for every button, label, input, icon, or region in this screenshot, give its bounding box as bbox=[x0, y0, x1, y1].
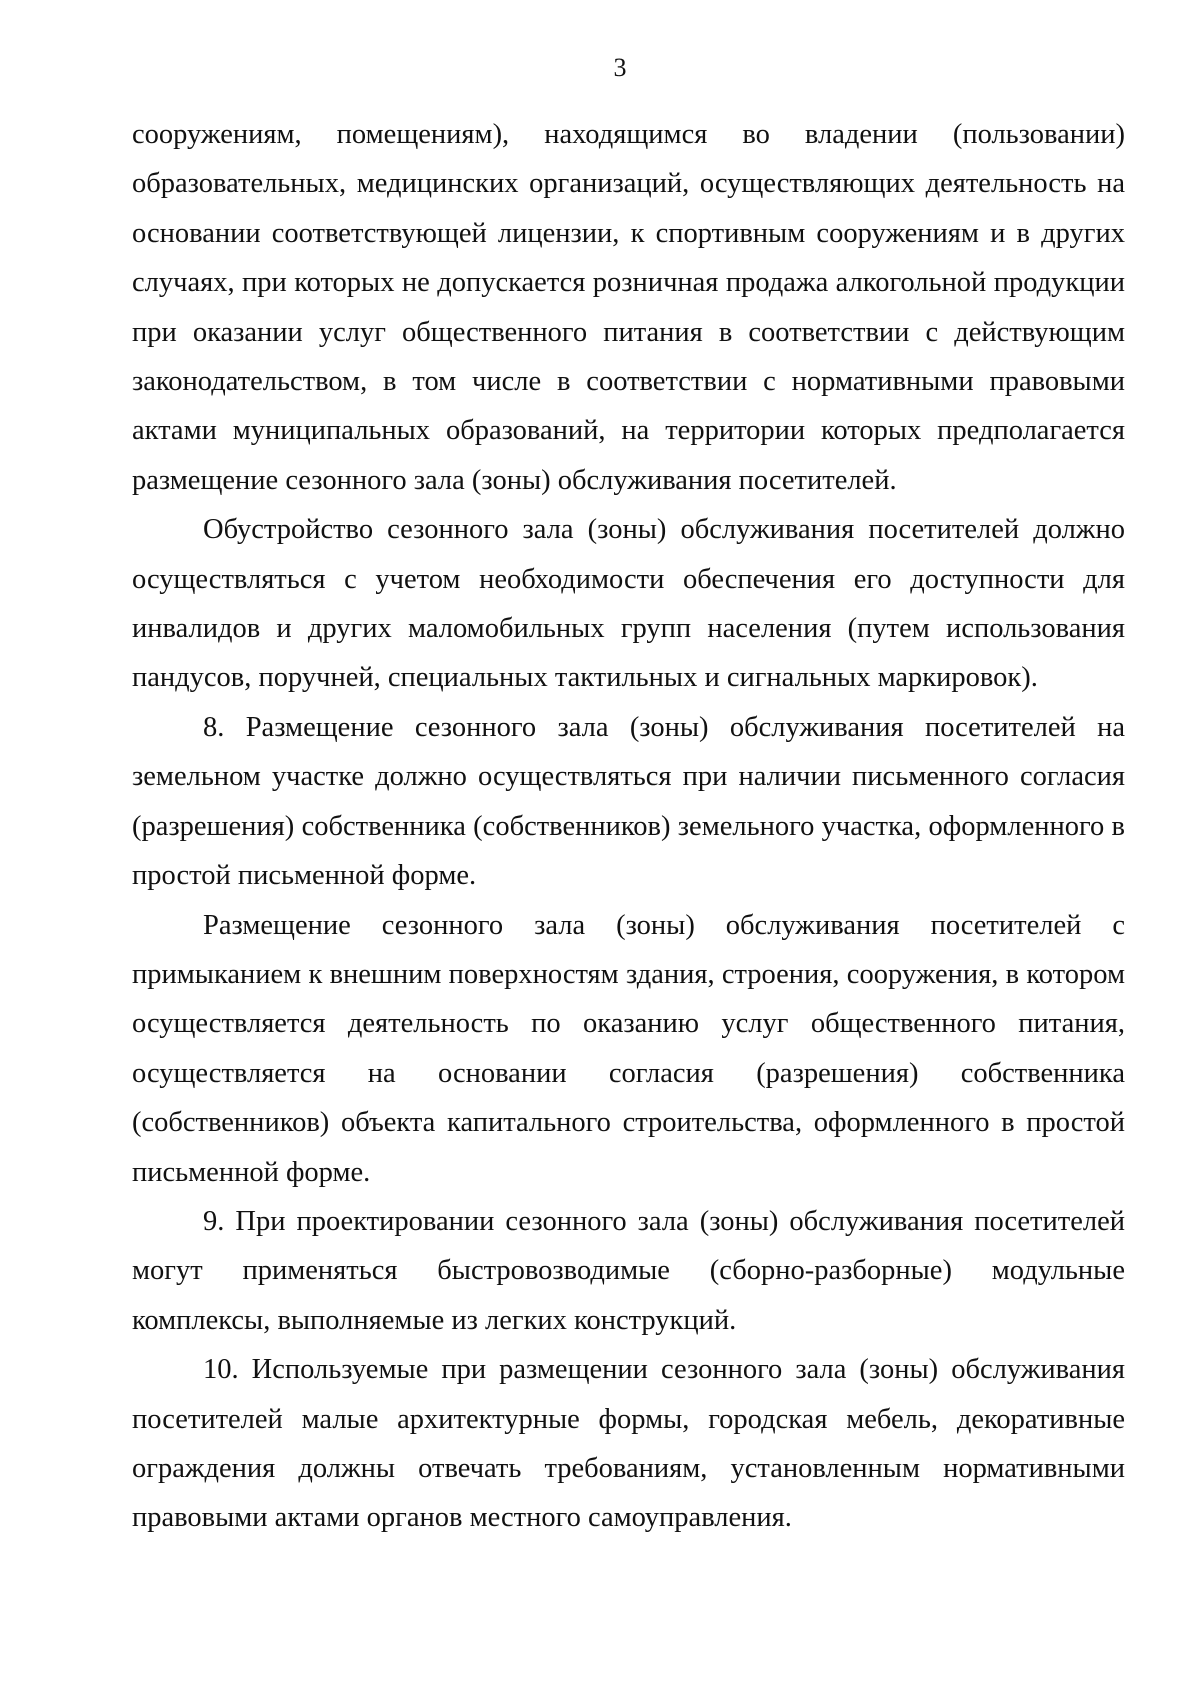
document-body bbox=[132, 110, 1125, 1543]
paragraph-item-9: 9. При проектировании сезонного зала (зоны) обслуживания посетителей могут применяться быстровозводимые (сборно-разборные) модульные комплексы, выполняемые из легких конструкций. bbox=[132, 1205, 1125, 1336]
page-number: 3 bbox=[613, 53, 627, 82]
paragraph-accessibility: Обустройство сезонного зала (зоны) обслуживания посетителей должно осуществляться с учетом необходимости обеспечения его доступности для инвалидов и других маломобильных групп населения (путем использования пандусов, поручней, специальных тактильных и сигнальных маркировок). bbox=[132, 514, 1125, 694]
paragraph-item-10: 10. Используемые при размещении сезонного зала (зоны) обслуживания посетителей малые архитектурные формы, городская мебель, декоративные ограждения должны отвечать требованиям, установленным нормативными правовыми актами органов местного самоуправления. bbox=[132, 1354, 1125, 1534]
paragraph-item-8-adjacency: Размещение сезонного зала (зоны) обслуживания посетителей с примыканием к внешним поверхностям здания, строения, сооружения, в котором осуществляется деятельность по оказанию услуг общественного питания, осуществляется на основании согласия (разрешения) собственника (собственников) объекта капитального строительства, оформленного в простой письменной форме. bbox=[132, 909, 1125, 1188]
paragraph-item-8: 8. Размещение сезонного зала (зоны) обслуживания посетителей на земельном участке должно осуществляться при наличии письменного согласия (разрешения) собственника (собственников) земельного участка, оформленного в простой письменной форме. bbox=[132, 711, 1125, 892]
paragraph-continuation: сооружениям, помещениям), находящимся во владении (пользовании) образовательных, медицинских организаций, осуществляющих деятельность на основании соответствующей лицензии, к спортивным сооружениям и в других случаях, при которых не допускается розничная продажа алкогольной продукции при оказании услуг общественного питания в соответствии с действующим законодательством, в том числе в соответствии с нормативными правовыми актами муниципальных образований, на территории которых предполагается размещение сезонного зала (зоны) обслуживания посетителей. bbox=[132, 119, 1125, 496]
